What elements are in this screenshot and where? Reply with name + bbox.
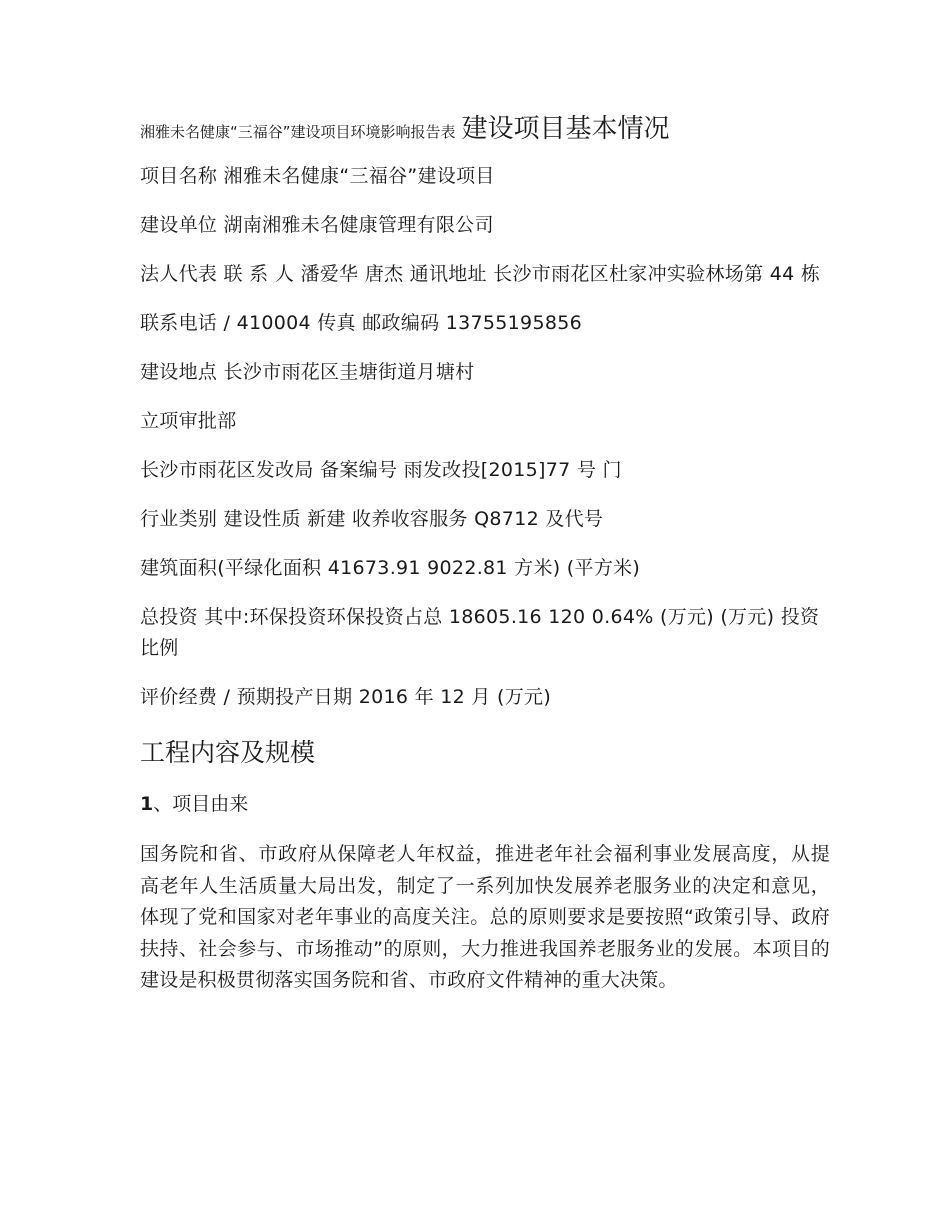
section-title-basic-info: 建设项目基本情况 — [461, 114, 670, 144]
row-evaluation-cost: 评价经费 / 预期投产日期 2016 年 12 月 (万元) — [140, 686, 552, 708]
row-approval-dept: 立项审批部 — [140, 410, 237, 432]
subsection-heading — [140, 789, 830, 819]
row-project-name: 项目名称 湘雅未名健康“三福谷”建设项目 — [140, 165, 495, 187]
row-construction-site: 建设地点 长沙市雨花区圭塘街道月塘村 — [140, 361, 475, 383]
row-total-investment: 总投资 其中:环保投资环保投资占总 18605.16 120 0.64% (万元) (万元) 投资比例 — [140, 606, 820, 659]
row-industry-category: 行业类别 建设性质 新建 收养收容服务 Q8712 及代号 — [140, 508, 604, 530]
document-content — [140, 112, 830, 997]
row-construction-unit: 建设单位 湖南湘雅未名健康管理有限公司 — [140, 214, 494, 236]
row-approval-info: 长沙市雨花区发改局 备案编号 雨发改投[2015]77 号 门 — [140, 459, 622, 481]
row-phone-fax-postcode: 联系电话 / 410004 传真 邮政编码 13755195856 — [140, 312, 583, 334]
section-title-engineering: 工程内容及规模 — [140, 738, 316, 767]
body-paragraph: 国务院和省、市政府从保障老人年权益，推进老年社会福利事业发展高度，从提高老年人生活质量大局出发，制定了一系列加快发展养老服务业的决定和意见，体现了党和国家对老年事业的高度关注。总的原则要求是要按照“政策引导、政府扶持、社会参与、市场推动”的原则，大力推进我国养老服务业的发展。本项目的建设是积极贯彻落实国务院和省、市政府文件精神的重大决策。 — [140, 843, 830, 991]
row-legal-rep-contact: 法人代表 联 系 人 潘爱华 唐杰 通讯地址 长沙市雨花区杜家冲实验林场第 44 栋 — [140, 263, 821, 285]
report-title: 湘雅未名健康“三福谷”建设项目环境影响报告表 — [140, 123, 456, 141]
subsection-number: 1 — [140, 793, 154, 815]
row-building-area: 建筑面积(平绿化面积 41673.91 9022.81 方米) (平方米) — [140, 557, 641, 579]
report-header — [140, 112, 830, 149]
subsection-title: 、项目由来 — [153, 793, 249, 815]
